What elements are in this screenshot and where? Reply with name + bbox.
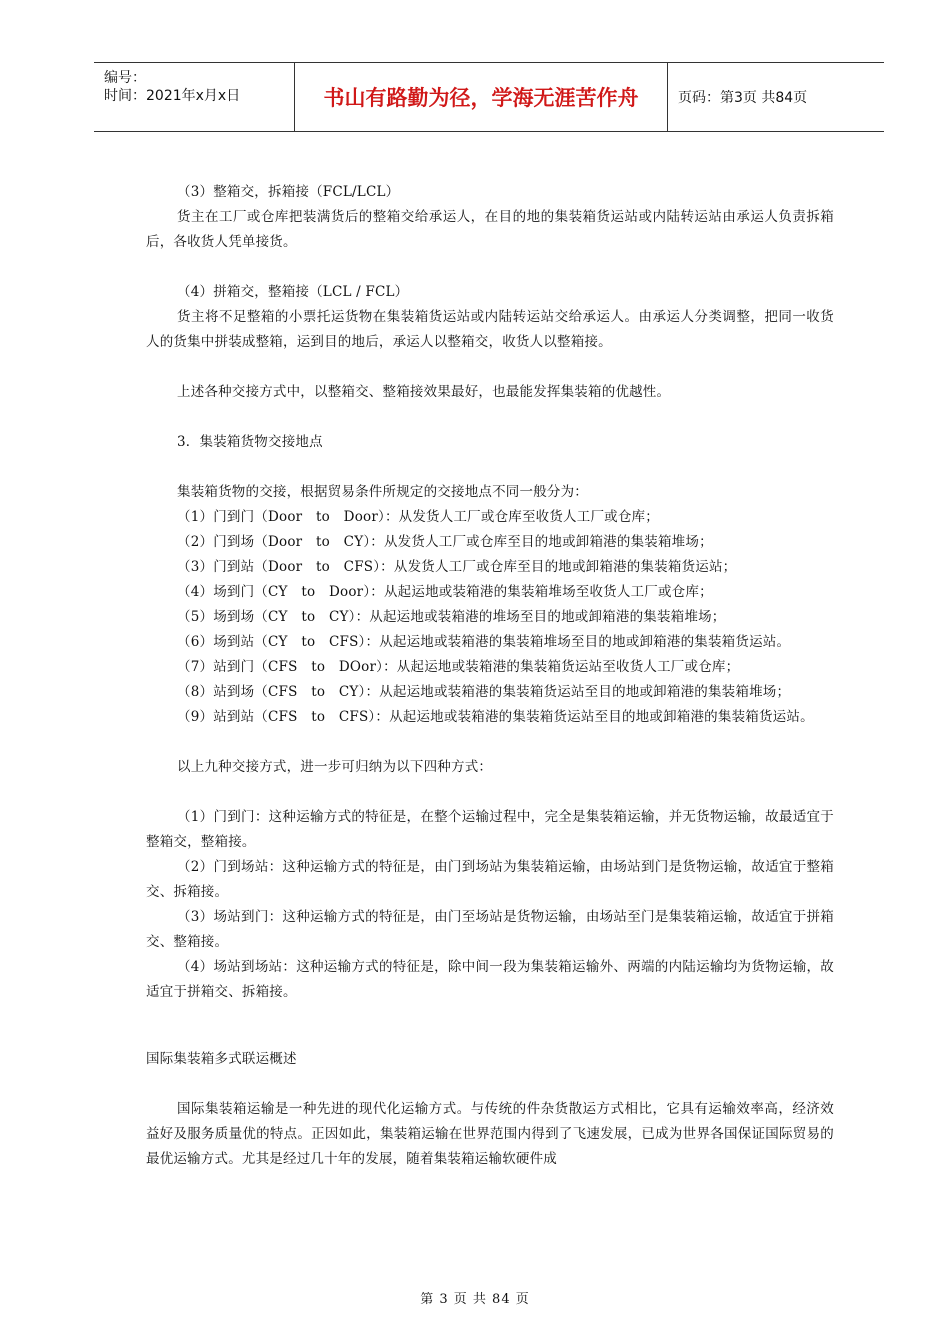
intro-paragraph: 集装箱货物的交接，根据贸易条件所规定的交接地点不同一般分为： bbox=[177, 484, 588, 500]
summary-paragraph: 上述各种交接方式中，以整箱交、整箱接效果最好，也最能发挥集装箱的优越性。 bbox=[177, 384, 671, 400]
list-item: （5）场到场（CY to CY）：从起运地或装箱港的堆场至目的地或卸箱港的集装箱堆场； bbox=[177, 609, 726, 625]
section3-title: 3．集装箱货物交接地点 bbox=[177, 434, 323, 450]
page-footer: 第 3 页 共 84 页 bbox=[420, 1292, 530, 1307]
four-item: （3）场站到门：这种运输方式的特征是，由门至场站是货物运输，由场站至门是集装箱运输，故适宜于拼箱交、整箱接。 bbox=[146, 909, 834, 950]
overview-body: 国际集装箱运输是一种先进的现代化运输方式。与传统的件杂货散运方式相比，它具有运输效率高，经济效益好及服务质量优的特点。正因如此，集装箱运输在世界范围内得到了飞速发展，已成为世界各国保证国际贸易的最优运输方式。尤其是经过几十年的发展，随着集装箱运输软硬件成 bbox=[146, 1101, 834, 1167]
s4-body: 货主将不足整箱的小票托运货物在集装箱货运站或内陆转运站交给承运人。由承运人分类调整，把同一收货人的货集中拼装成整箱，运到目的地后，承运人以整箱交，收货人以整箱接。 bbox=[146, 309, 834, 350]
four-item: （2）门到场站：这种运输方式的特征是，由门到场站为集装箱运输，由场站到门是货物运输，故适宜于整箱交、拆箱接。 bbox=[146, 859, 834, 900]
overview-title: 国际集装箱多式联运概述 bbox=[146, 1051, 297, 1067]
page-header bbox=[94, 62, 884, 132]
four-intro: 以上九种交接方式，进一步可归纳为以下四种方式： bbox=[177, 759, 493, 775]
list-item: （9）站到站（CFS to CFS）：从起运地或装箱港的集装箱货运站至目的地或卸箱港的集装箱货运站。 bbox=[177, 709, 814, 725]
time-label: 时间：2021年x月x日 bbox=[104, 88, 241, 104]
list-item: （8）站到场（CFS to CY）：从起运地或装箱港的集装箱货运站至目的地或卸箱港的集装箱堆场； bbox=[177, 684, 791, 700]
list-item: （3）门到站（Door to CFS）：从发货人工厂或仓库至目的地或卸箱港的集装箱货运站； bbox=[177, 559, 737, 575]
list-item: （2）门到场（Door to CY）：从发货人工厂或仓库至目的地或卸箱港的集装箱堆场； bbox=[177, 534, 713, 550]
header-page-label: 页码：第3页 共84页 bbox=[678, 90, 808, 106]
s4-title: （4）拼箱交，整箱接（LCL / FCL） bbox=[177, 284, 409, 300]
four-item: （4）场站到场站：这种运输方式的特征是，除中间一段为集装箱运输外、两端的内陆运输均为货物运输，故适宜于拼箱交、拆箱接。 bbox=[146, 959, 834, 1000]
four-item: （1）门到门：这种运输方式的特征是，在整个运输过程中，完全是集装箱运输，并无货物运输，故最适宜于整箱交，整箱接。 bbox=[146, 809, 834, 850]
s3-title: （3）整箱交，拆箱接（FCL/LCL） bbox=[177, 184, 400, 200]
number-label: 编号： bbox=[104, 70, 146, 86]
list-item: （7）站到门（CFS to DOor）：从起运地或装箱港的集装箱货运站至收货人工厂或仓库； bbox=[177, 659, 740, 675]
list-item: （1）门到门（Door to Door）：从发货人工厂或仓库至收货人工厂或仓库； bbox=[177, 509, 659, 525]
list-item: （4）场到门（CY to Door）：从起运地或装箱港的集装箱堆场至收货人工厂或仓库； bbox=[177, 584, 713, 600]
header-motto: 书山有路勤为径，学海无涯苦作舟 bbox=[294, 63, 668, 131]
list-item: （6）场到站（CY to CFS）：从起运地或装箱港的集装箱堆场至目的地或卸箱港的集装箱货运站。 bbox=[177, 634, 791, 650]
header-meta bbox=[94, 63, 294, 131]
s3-body: 货主在工厂或仓库把装满货后的整箱交给承运人，在目的地的集装箱货运站或内陆转运站由承运人负责拆箱后，各收货人凭单接货。 bbox=[146, 209, 834, 250]
document-body bbox=[146, 180, 834, 1172]
